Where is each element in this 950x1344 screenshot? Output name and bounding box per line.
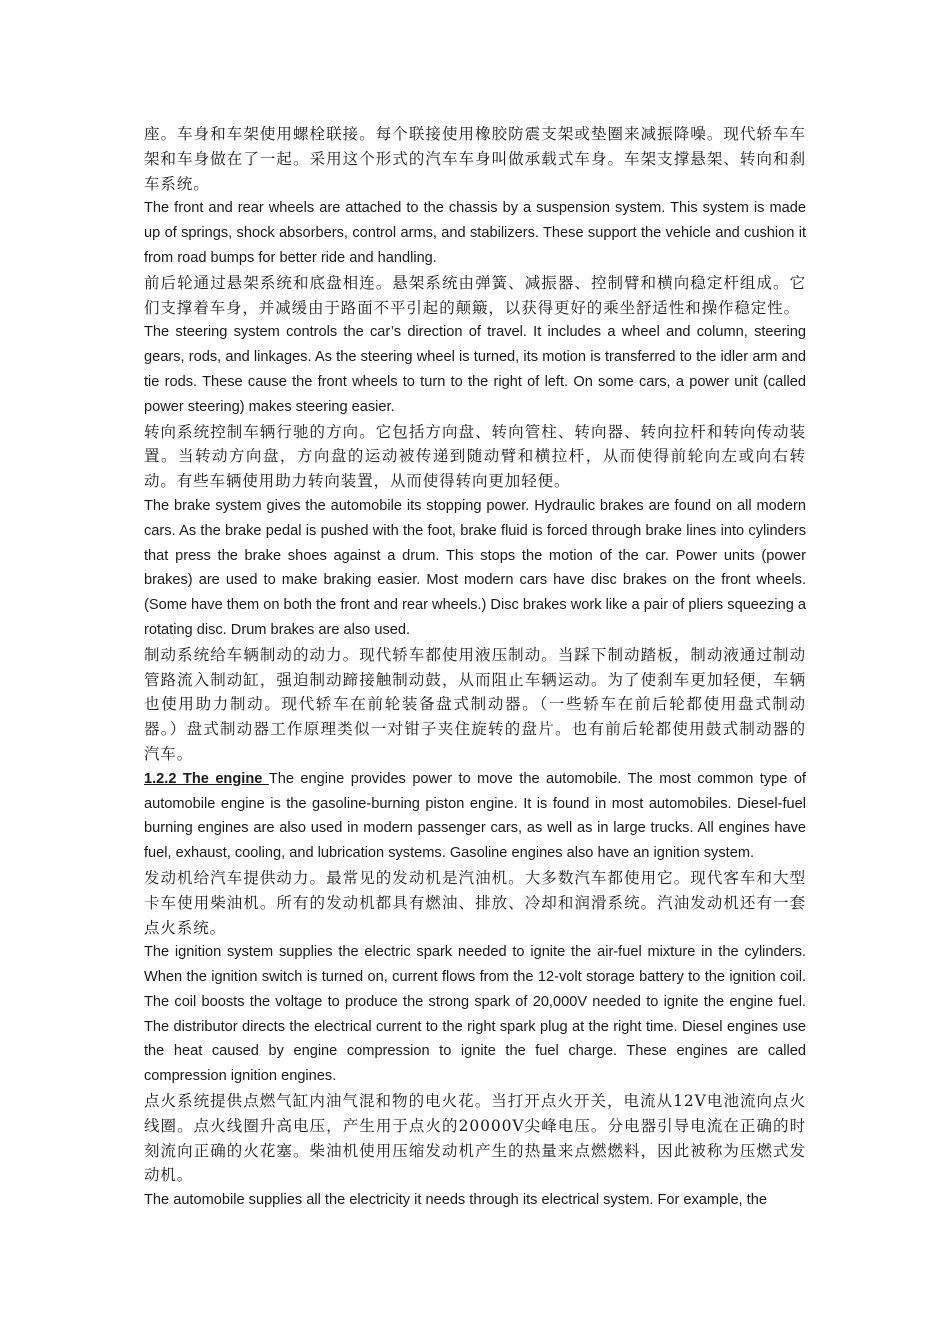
paragraph-ignition-en: The ignition system supplies the electric spark needed to ignite the air-fuel mixture in the cylinders. When the ignition switch is turned on, current flows from the 12-volt storage battery to the ignition coil. The coil boosts the voltage to produce the strong spark of 20,000V needed to ignite the engine fuel. The distributor directs the electrical current to the right spark plug at the right time. Diesel engines use the heat caused by engine compression to ignite the fuel charge. These engines are called compression ignition engines.	[144, 944, 806, 1085]
paragraph-suspension-en: The front and rear wheels are attached to the chassis by a suspension system. This system is made up of springs, shock absorbers, control arms, and stabilizers. These support the vehicle and cushion it from road bumps for better ride and handling.	[144, 200, 806, 266]
document-page	[144, 122, 806, 1213]
paragraph-steering-zh: 转向系统控制车辆行驰的方向。它包括方向盘、转向管柱、转向器、转向拉杆和转向传动装置。当转动方向盘，方向盘的运动被传递到随动臂和横拉杆，从而使得前轮向左或向右转动。有些车辆使用助力转向装置，从而使得转向更加轻便。	[144, 422, 806, 491]
paragraph-brake-zh: 制动系统给车辆制动的动力。现代轿车都使用液压制动。当踩下制动踏板，制动液通过制动管路流入制动缸，强迫制动蹄接触制动鼓，从而阻止车辆运动。为了使刹车更加轻便，车辆也使用助力制动。现代轿车在前轮装备盘式制动器。（一些轿车在前后轮都使用盘式制动器。）盘式制动器工作原理类似一对钳子夹住旋转的盘片。也有前后轮都使用鼓式制动器的汽车。	[144, 645, 806, 763]
paragraph-engine-zh: 发动机给汽车提供动力。最常见的发动机是汽油机。大多数汽车都使用它。现代客车和大型卡车使用柴油机。所有的发动机都具有燃油、排放、冷却和润滑系统。汽油发动机还有一套点火系统。	[144, 868, 806, 937]
paragraph-engine-en-body: The engine provides power to move the automobile. The most common type of automobile engine is the gasoline-burning piston engine. It is found in most automobiles. Diesel-fuel burning engines are also used in modern passenger cars, as well as in large trucks. All engines have fuel, exhaust, cooling, and lubrication systems. Gasoline engines also have an ignition system.	[144, 770, 806, 862]
paragraph-electrical-en: The automobile supplies all the electricity it needs through its electrical system. For example, the	[144, 1192, 767, 1209]
paragraph-steering-en: The steering system controls the car’s direction of travel. It includes a wheel and column, steering gears, rods, and linkages. As the steering wheel is turned, its motion is transferred to the idler arm and tie rods. These cause the front wheels to turn to the right of left. On some cars, a power unit (called power steering) makes steering easier.	[144, 324, 806, 415]
paragraph-chassis-zh: 座。车身和车架使用螺栓联接。每个联接使用橡胶防震支架或垫圈来减振降噪。现代轿车车架和车身做在了一起。采用这个形式的汽车车身叫做承载式车身。车架支撑悬架、转向和刹车系统。	[144, 125, 806, 193]
paragraph-ignition-zh: 点火系统提供点燃气缸内油气混和物的电火花。当打开点火开关，电流从12V电池流向点火线圈。点火线圈升高电压，产生用于点火的20000V尖峰电压。分电器引导电流在正确的时刻流向正确的火花塞。柴油机使用压缩发动机产生的热量来点燃燃料，因此被称为压燃式发动机。	[144, 1092, 806, 1185]
paragraph-engine-en	[144, 767, 806, 866]
paragraph-suspension-zh: 前后轮通过悬架系统和底盘相连。悬架系统由弹簧、减振器、控制臂和横向稳定杆组成。它们支撑着车身，并减缓由于路面不平引起的颠簸，以获得更好的乘坐舒适性和操作稳定性。	[144, 273, 806, 317]
section-heading-engine: 1.2.2 The engine	[144, 770, 269, 787]
paragraph-brake-en: The brake system gives the automobile its stopping power. Hydraulic brakes are found on all modern cars. As the brake pedal is pushed with the foot, brake fluid is forced through brake lines into cylinders that press the brake shoes against a drum. This stops the motion of the car. Power units (power brakes) are used to make braking easier. Most modern cars have disc brakes on the front wheels. (Some have them on both the front and rear wheels.) Disc brakes work like a pair of pliers squeezing a rotating disc. Drum brakes are also used.	[144, 497, 806, 638]
